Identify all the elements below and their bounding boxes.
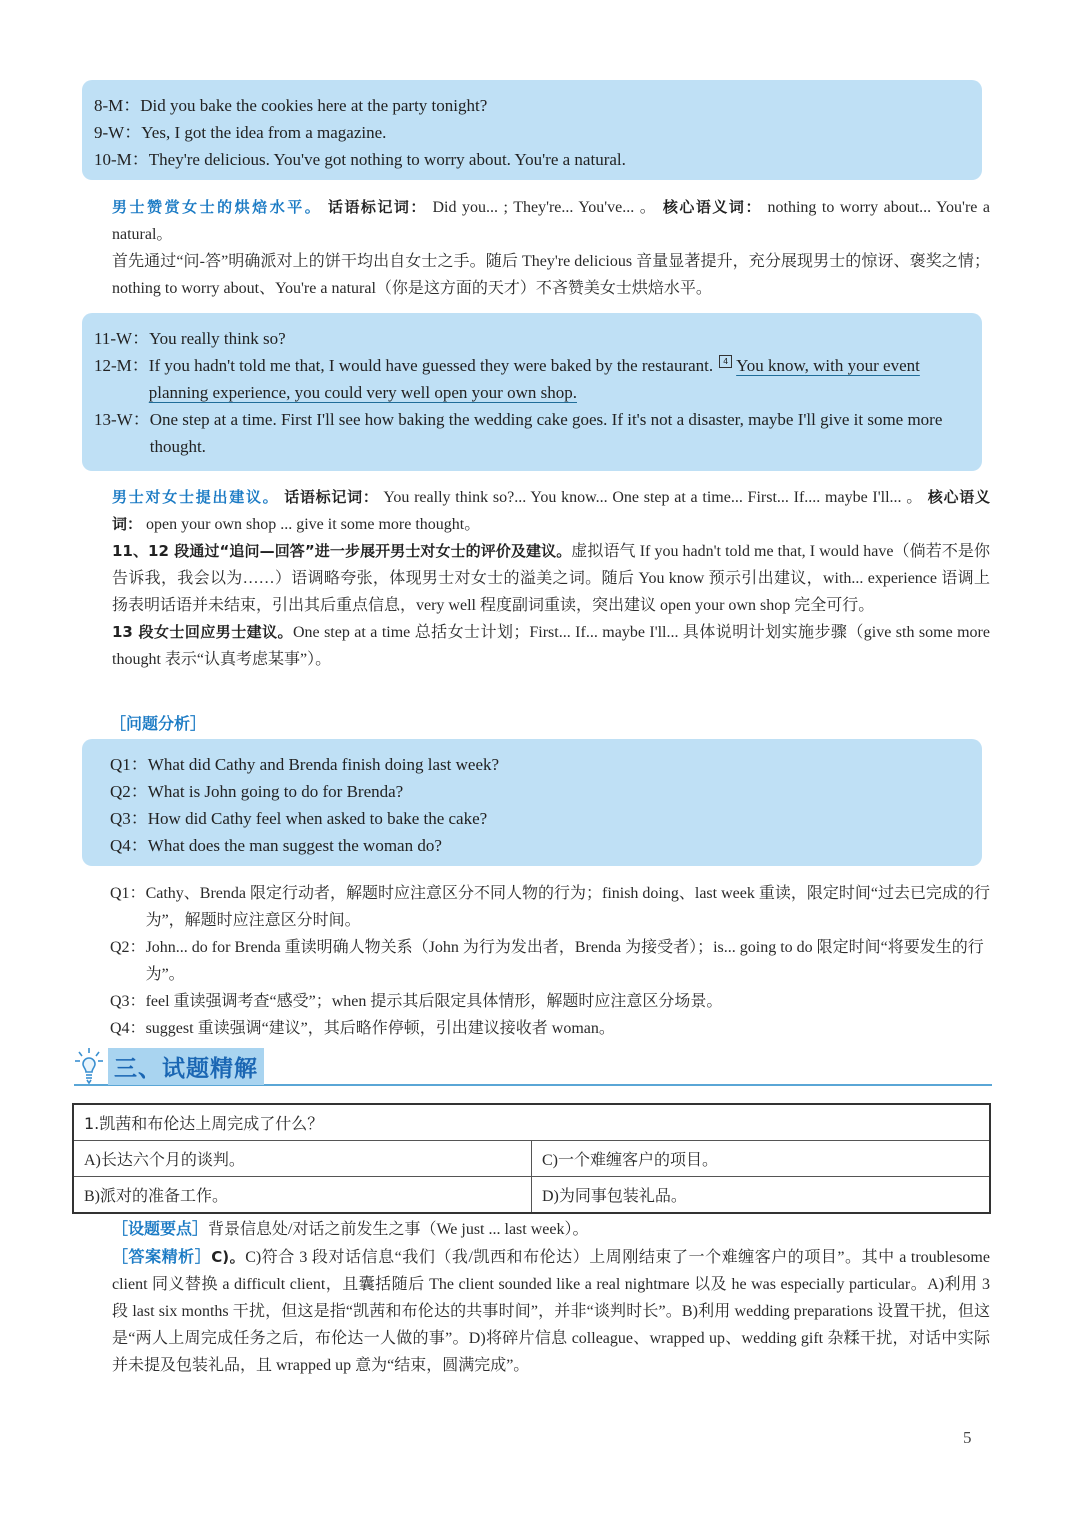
dialogue-line	[94, 406, 966, 460]
dialogue-line	[94, 146, 966, 173]
option-a: A)长达六个月的谈判。	[73, 1141, 532, 1177]
analysis-2	[74, 484, 990, 673]
answer-text: C)符合 3 段对话信息“我们（我/凯西和布伦达）上周刚结束了一个难缠客户的项目”。其中 a troublesome client 同义替换 a difficult client，且囊括随后 The client sounded like a real nightmare 以及 he was especially particular。A)利用 3 段 last six months 干扰，但这是指“凯茜和布伦达的共事时间”，并非“谈判时长”。B)利用 wedding preparations 设置干扰，但这是“两人上周完成任务之后，布伦达一人做的事”。D)将碎片信息 colleague、wrapped up、wedding gift 杂糅干扰，对话中实际并未提及包装礼品，且 wrapped up 意为“结束，圆满完成”。	[112, 1249, 990, 1374]
core-text: open your own shop ... give it some more thought。	[146, 516, 481, 533]
dialogue-text: Did you bake the cookies here at the party tonight?	[140, 96, 488, 115]
question-line	[110, 832, 966, 859]
analysis-body: 首先通过“问-答”明确派对上的饼干均出自女士之手。随后 They're delicious 音量显著提升，充分展现男士的惊讶、褒奖之情；nothing to worry about、You're a natural（你是这方面的天才）不吝赞美女士烘焙水平。	[112, 253, 990, 297]
section-header	[74, 1046, 992, 1086]
markers-text: Did you... ; They're... You've... 。	[432, 199, 658, 216]
analysis-paragraph	[74, 538, 990, 619]
key-point-label: ［设题要点］	[112, 1219, 209, 1238]
explanation-item	[110, 934, 990, 988]
answer-choice: C)。	[211, 1248, 246, 1266]
dialogue-line	[94, 325, 966, 352]
question-text: What did Cathy and Brenda finish doing last week?	[147, 755, 500, 774]
option-b: B)派对的准备工作。	[73, 1177, 532, 1214]
dialogue-box-1	[82, 80, 982, 180]
speaker-label: 8-M：	[94, 96, 141, 115]
question-analysis-label: ［问题分析］	[110, 714, 207, 733]
core-text: nothing to worry about... You're a natural。	[112, 199, 990, 243]
question-explanations	[110, 880, 990, 1042]
page-number: 5	[963, 1428, 972, 1447]
explanation-item	[110, 880, 990, 934]
dialogue-line	[94, 92, 966, 119]
speaker-label: 13-W：	[94, 410, 150, 429]
question-text: What is John going to do for Brenda?	[147, 782, 404, 801]
lightbulb-icon	[74, 1046, 104, 1084]
speaker-label: 11-W：	[94, 329, 150, 348]
markers-label: 话语标记词：	[327, 198, 427, 216]
explanation-text: Cathy、Brenda 限定行动者，解题时应注意区分不同人物的行为；finish doing、last week 重读，限定时间“过去已完成的行为”，解题时应注意区分时间。	[145, 885, 990, 929]
dialogue-text: Yes, I got the idea from a magazine.	[141, 123, 387, 142]
question-text: How did Cathy feel when asked to bake the cake?	[147, 809, 488, 828]
question-1-table	[72, 1103, 991, 1214]
section-title: 三、试题精解	[108, 1048, 264, 1085]
explanation-text: John... do for Brenda 重读明确人物关系（John 为行为发出者，Brenda 为接受者）；is... going to do 限定时间“将要发生的行为”。	[145, 939, 984, 983]
key-point	[74, 1215, 990, 1243]
question-title: 1.凯茜和布伦达上周完成了什么？	[73, 1104, 990, 1141]
question-id: Q3：	[110, 993, 146, 1010]
paragraph-heading: 13 段女士回应男士建议。	[112, 623, 293, 641]
question-id: Q3：	[110, 809, 148, 828]
speaker-label: 9-W：	[94, 123, 142, 142]
core-label: 核心语义词：	[662, 198, 762, 216]
speaker-label: 10-M：	[94, 150, 149, 169]
dialogue-text: You really think so?	[149, 329, 286, 348]
question-id: Q2：	[110, 782, 148, 801]
option-c: C)一个难缠客户的项目。	[532, 1141, 991, 1177]
analysis-heading: 男士对女士提出建议。	[112, 488, 280, 506]
dialogue-text-plain: If you hadn't told me that, I would have guessed they were baked by the restaurant.	[148, 356, 714, 375]
paragraph-body: One step at a time 总括女士计划；First... If... maybe I'll... 具体说明计划实施步骤（give sth some more thought 表示“认真考虑某事”）。	[112, 624, 990, 668]
key-point-text: 背景信息处/对话之前发生之事（We just ... last week）。	[208, 1221, 589, 1238]
question-line	[110, 751, 966, 778]
dialogue-box-2	[82, 313, 982, 471]
question-id: Q1：	[110, 755, 148, 774]
question-line	[110, 805, 966, 832]
question-id: Q4：	[110, 836, 148, 855]
option-d: D)为同事包装礼品。	[532, 1177, 991, 1214]
dialogue-line	[94, 352, 966, 406]
analysis-paragraph	[74, 619, 990, 673]
markers-label: 话语标记词：	[284, 488, 379, 506]
dialogue-text: They're delicious. You've got nothing to worry about. You're a natural.	[148, 150, 626, 169]
analysis-summary	[74, 484, 990, 538]
core-label: 核心语义词：	[112, 488, 991, 533]
explanation-text: suggest 重读强调“建议”，其后略作停顿，引出建议接收者 woman。	[145, 1020, 615, 1037]
paragraph-body: 虚拟语气 If you hadn't told me that, I would have（倘若不是你告诉我，我会以为……）语调略夸张，体现男士对女士的溢美之词。随后 You know 预示引出建议，with... experience 语调上扬表明话语并未结束，引出其后重点信息，very well 程度副词重读，突出建议 open your own shop 完全可行。	[112, 543, 990, 614]
explanation-item	[110, 1015, 990, 1042]
questions-box	[82, 739, 982, 866]
question-id: Q1：	[110, 885, 146, 902]
analysis-summary	[74, 194, 990, 248]
analysis-heading: 男士赞赏女士的烘焙水平。	[112, 198, 323, 216]
question-text: What does the man suggest the woman do?	[147, 836, 442, 855]
question-id: Q2：	[110, 939, 146, 956]
answer-explanation	[74, 1243, 990, 1379]
speaker-label: 12-M：	[94, 356, 149, 375]
paragraph-heading: 11、12 段通过“追问—回答”进一步展开男士对女士的评价及建议。	[112, 542, 572, 560]
dialogue-text	[149, 352, 966, 406]
question-line	[110, 778, 966, 805]
explanation-text: feel 重读强调考查“感受”；when 提示其后限定具体情形，解题时应注意区分场景。	[145, 993, 723, 1010]
dialogue-line	[94, 119, 966, 146]
markers-text: You really think so?... You know... One step at a time... First... If.... maybe I'll... 。	[383, 489, 924, 506]
explanation-item	[110, 988, 990, 1015]
analysis-1	[74, 194, 990, 302]
dialogue-text: One step at a time. First I'll see how baking the wedding cake goes. If it's not a disaster, maybe I'll give it some more thought.	[149, 410, 943, 456]
underlined-key-sentence: You know, with your event planning experience, you could very well open your own shop.	[148, 356, 920, 402]
answer-label: ［答案精析］	[112, 1247, 212, 1266]
sentence-marker-box: 4	[719, 355, 732, 368]
question-id: Q4：	[110, 1020, 146, 1037]
answer-analysis	[74, 1215, 990, 1379]
